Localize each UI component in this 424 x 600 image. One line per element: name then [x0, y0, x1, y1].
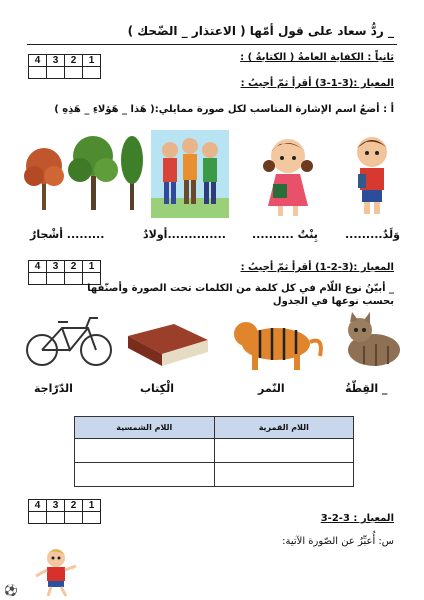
boy-picture	[357, 137, 387, 214]
score-grid	[28, 499, 101, 524]
divider	[27, 44, 397, 45]
criterion-heading: المعيار :(3-2-1) أقرأ ثمّ أجيبُ :	[240, 262, 394, 273]
blank-girl[interactable]: بِنْتٌ ..........	[252, 228, 318, 241]
table-cell[interactable]	[214, 439, 353, 463]
boy-cartoon-picture	[30, 546, 86, 598]
bicycle-picture	[27, 318, 111, 365]
score-cell-2[interactable]: 2	[65, 261, 83, 273]
word-bicycle: الدّرّاجة	[34, 382, 73, 395]
page-title: _ ردُّ سعاد على قول أمّها ( الاعتذار _ الضّحك )	[127, 24, 394, 38]
blank-children[interactable]: ..............أولادٌ	[143, 228, 226, 241]
score-cell-3[interactable]: 3	[47, 55, 65, 67]
score-cell-2[interactable]: 2	[65, 500, 83, 512]
blank-boy[interactable]: وَلَدٌ.........	[345, 228, 400, 241]
trees-picture	[24, 136, 143, 210]
section-heading: ثانياً : الكفاية العامةُ ( الكتابةُ ) :	[240, 52, 394, 63]
picture-row	[18, 128, 418, 220]
score-cell-3[interactable]: 3	[47, 500, 65, 512]
ball-icon: ⚽	[4, 584, 18, 597]
children-picture	[151, 130, 229, 218]
score-cell-2[interactable]: 2	[65, 55, 83, 67]
score-cell-4[interactable]: 4	[29, 55, 47, 67]
word-book: الْكِتاب	[140, 382, 174, 395]
score-cell-1[interactable]: 1	[83, 261, 101, 273]
task-instruction: أ : أضعُ اسم الإشارة المناسب لكل صورة ممايلي:( هَذا _ هَؤلاءِ _ هَذِهِ )	[54, 104, 394, 115]
blank-trees[interactable]: ......... أشْجارٌ	[30, 228, 105, 241]
score-cell-4[interactable]: 4	[29, 500, 47, 512]
score-grid	[28, 54, 101, 79]
score-cell-3[interactable]: 3	[47, 261, 65, 273]
table-cell[interactable]	[75, 463, 215, 487]
score-grid	[28, 260, 101, 285]
lam-classification-table	[74, 416, 354, 487]
tiger-picture	[234, 322, 321, 370]
book-picture	[128, 324, 208, 366]
question-text: س: أُعبِّرُ عن الصّورة الآتية:	[282, 536, 394, 547]
girl-picture	[263, 139, 313, 216]
table-cell[interactable]	[214, 463, 353, 487]
column-header-qamariya: اللام القمرية	[214, 417, 353, 439]
score-cell-4[interactable]: 4	[29, 261, 47, 273]
score-cell-1[interactable]: 1	[83, 55, 101, 67]
task-instruction: _ أبيّنُ نوع اللّام في كل كلمة من الكلمات تحت الصورة وأصنّفها	[87, 283, 394, 294]
word-cat: _ القِطّةُ	[345, 382, 388, 395]
word-tiger: النّمر	[258, 382, 285, 395]
column-header-shamsiya: اللام الشمسية	[75, 417, 215, 439]
score-cell-1[interactable]: 1	[83, 500, 101, 512]
criterion-heading: المعيار : 3-2-3	[320, 513, 394, 524]
criterion-heading: المعيار :(3-1-3) أقرأ ثمّ أجيبُ :	[240, 78, 394, 89]
table-cell[interactable]	[75, 439, 215, 463]
task-instruction-cont: بحسب نوعها في الجدول	[272, 296, 394, 307]
picture-row	[24, 306, 404, 376]
cat-picture	[348, 312, 400, 366]
